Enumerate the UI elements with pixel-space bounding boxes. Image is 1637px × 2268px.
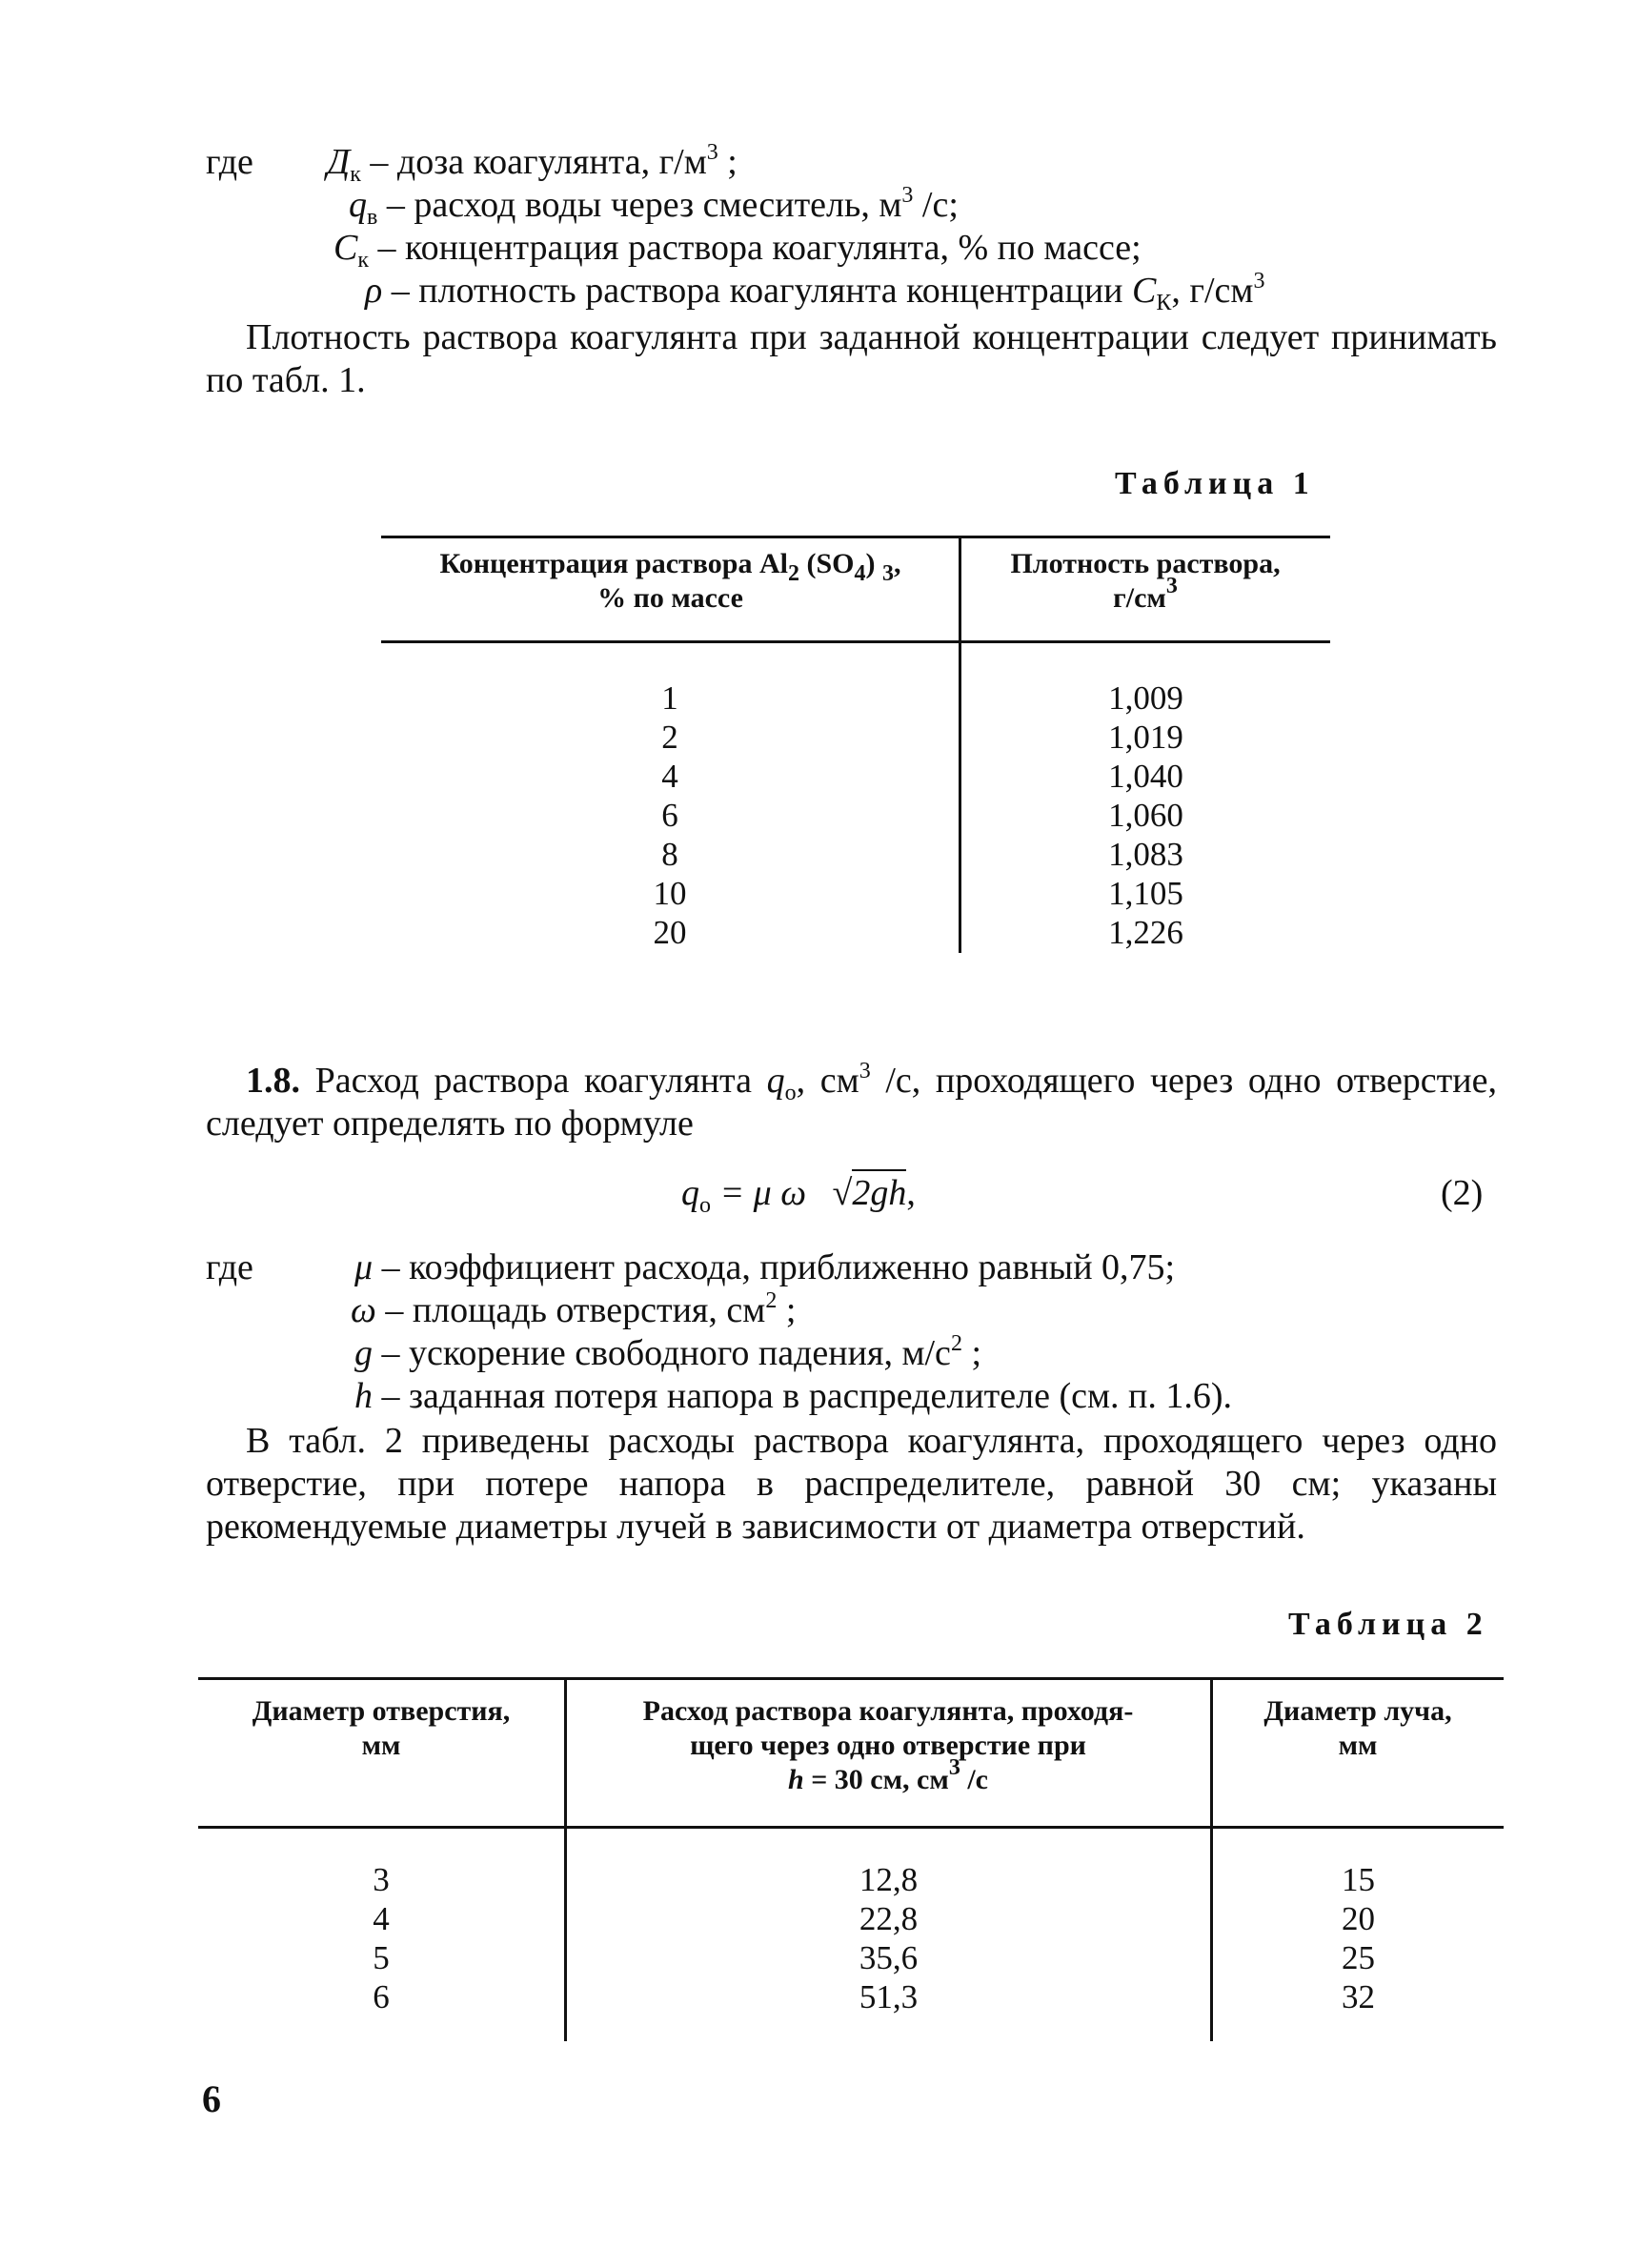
paragraph-density-note: Плотность раствора коагулянта при заданной концентрации следует принимать по табл. 1. xyxy=(206,317,1497,400)
table-cell: 51,3 xyxy=(859,1978,919,2015)
table2-header-rule xyxy=(198,1826,1504,1829)
table-cell: 1,226 xyxy=(1108,914,1183,951)
table1-header-concentration: Концентрация раствора $Al_2$ $(SO_4)$ $_3$, % по массе xyxy=(439,548,901,614)
table2-hole-column xyxy=(198,1860,564,2016)
table-cell: 25 xyxy=(1342,1939,1375,1976)
table1-density-column xyxy=(961,678,1330,952)
paragraph-table2-intro: В табл. 2 приведены расходы раствора коагулянта, проходящего через одно отверстие, при потере напора в распределителе, равной 30 см; указаны рекомендуемые диаметры лучей в зависимости от диаметра отверстий. xyxy=(206,1421,1497,1547)
where-label-2: где xyxy=(206,1247,253,1287)
table2-flow-column xyxy=(567,1860,1210,2016)
table-cell: 1,009 xyxy=(1108,679,1183,717)
section-1-8-text: 1.8. Расход раствора коагулянта $q_о$, $см^3$ /с, проходящего через одно отверстие, следует определять по формуле xyxy=(206,1059,1497,1144)
table-cell: 2 xyxy=(661,719,678,756)
table-cell: 20 xyxy=(1342,1900,1375,1937)
table1-concentration-column xyxy=(381,678,959,952)
page-number: 6 xyxy=(202,2077,221,2120)
table-cell: 3 xyxy=(373,1861,390,1898)
table-cell: 20 xyxy=(653,914,687,951)
table-cell: 4 xyxy=(373,1900,390,1937)
table2-header-hole-diameter: Диаметр отверстия, мм xyxy=(252,1695,511,1761)
table-cell: 4 xyxy=(661,758,678,795)
table-cell: 1,040 xyxy=(1108,758,1183,795)
table1-header-density: Плотность раствора, $г/см^3$ xyxy=(1010,548,1281,614)
table-cell: 10 xyxy=(653,875,687,912)
table-cell: 1 xyxy=(661,679,678,717)
table-cell: 15 xyxy=(1342,1861,1375,1898)
formula-2: $q_о = \mu$ ω √2gh, xyxy=(681,1172,916,1215)
table-cell: 1,060 xyxy=(1108,797,1183,834)
table-cell: 1,019 xyxy=(1108,719,1183,756)
table1-caption: Таблица 1 xyxy=(1115,466,1315,501)
definition-concentration: $C_к$ – концентрация раствора коагулянта, % по массе; xyxy=(333,228,1142,273)
table1-header-rule xyxy=(381,640,1330,643)
table-cell: 22,8 xyxy=(859,1900,919,1937)
table-cell: 6 xyxy=(373,1978,390,2015)
formula-number: (2) xyxy=(1441,1173,1484,1213)
table-cell: 35,6 xyxy=(859,1939,919,1976)
table2-top-rule xyxy=(198,1677,1504,1680)
table1-top-rule xyxy=(381,536,1330,538)
where-label-1: где xyxy=(206,142,253,182)
table2-header-beam-diameter: Диаметр луча, мм xyxy=(1263,1695,1452,1761)
definition-dose: $Д_к$ – доза коагулянта, $г/м^3$ ; xyxy=(327,140,738,187)
definition-density: ρ – плотность раствора коагулянта концентрации $C_К$, $г/см^3$ xyxy=(365,269,1265,315)
table-cell: 6 xyxy=(661,797,678,834)
table-cell: 12,8 xyxy=(859,1861,919,1898)
table2-beam-column xyxy=(1213,1860,1504,2016)
table-cell: 8 xyxy=(661,836,678,873)
table-cell: 1,083 xyxy=(1108,836,1183,873)
table-cell: 32 xyxy=(1342,1978,1375,2015)
definition-mu: μ – коэффициент расхода, приближенно равный 0,75; xyxy=(354,1247,1176,1287)
square-root-icon: √ xyxy=(832,1173,853,1213)
table2-caption: Таблица 2 xyxy=(1288,1607,1488,1642)
definition-g: g – ускорение свободного падения, $м/с^2$ ; xyxy=(354,1331,981,1373)
table-cell: 5 xyxy=(373,1939,390,1976)
definition-omega: ω – площадь отверстия, $см^2$ ; xyxy=(351,1288,797,1330)
table-cell: 1,105 xyxy=(1108,875,1183,912)
definition-h: h – заданная потеря напора в распределителе (см. п. 1.6). xyxy=(354,1376,1233,1416)
definition-water-flow: $q_в$ – расход воды через смеситель, $м^3$ /с; xyxy=(349,183,959,230)
table2-header-flow: Расход раствора коагулянта, проходя- щего через одно отверстие при h = 30 см, $см^3$ /с xyxy=(642,1695,1134,1795)
